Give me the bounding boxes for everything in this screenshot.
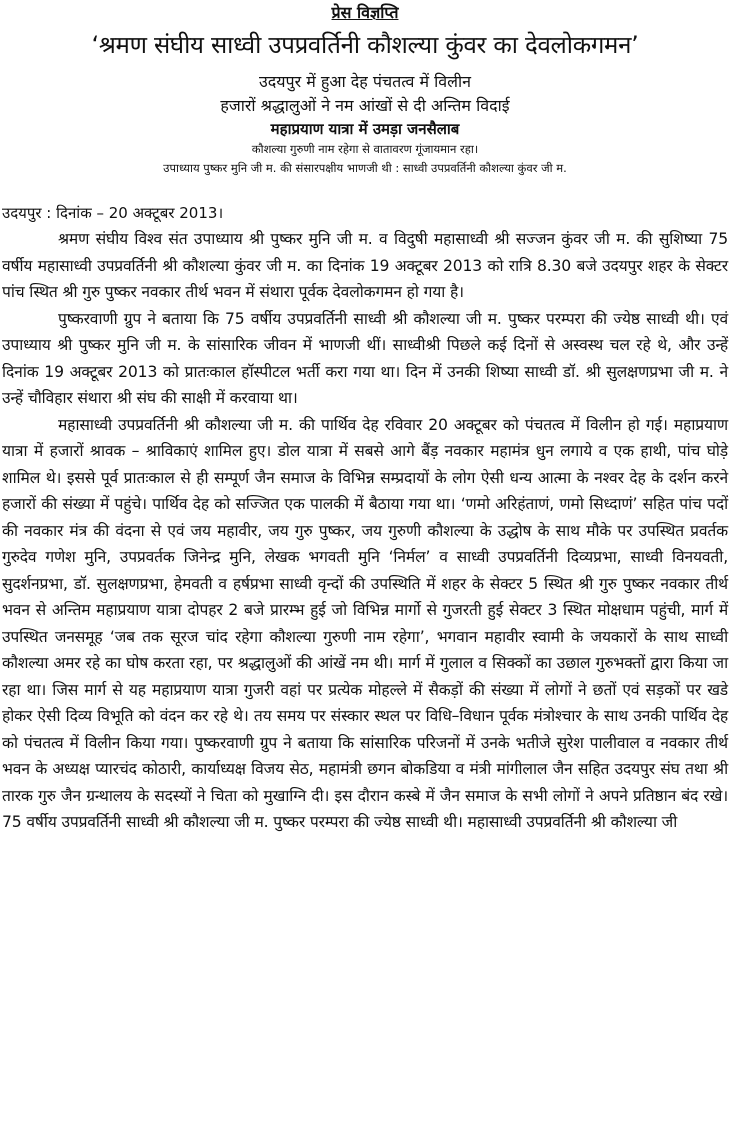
paragraph-3: महासाध्वी उपप्रवर्तिनी श्री कौशल्या जी म. की पार्थिव देह रविवार 20 अक्टूबर को पंचतत्व में विलीन हो गई। महाप्रयाण यात्रा में हजारों श्रावक – श्राविकाएं शामिल हुए। डोल यात्रा में सबसे आगे बैंड़ नवकार महामंत्र धुन लगाये व एक हाथी, पांच घोड़े शामिल थे। इससे पूर्व प्रातःकाल से ही सम्पूर्ण जैन समाज के विभिन्न सम्प्रदायों के लोग ऐसी धन्य आत्मा के नश्वर देह के दर्शन करने हजारों की संख्या में पहुंचे। पार्थिव देह को सज्जित एक पालकी में बैठाया गया था। ‘णमो अरिहंताणं, णमो सिध्दाणं’ सहित पांच पदों की नवकार मंत्र की वंदना से एवं जय महावीर, जय गुरु पुष्कर, जय गुरुणी कौशल्या के उद्धोष के साथ मौके पर उपस्थित प्रवर्तक गुरुदेव गणेश मुनि, उपप्रवर्तक जिनेन्द्र मुनि, लेखक भगवती मुनि ‘निर्मल’ व साध्वी उपप्रवर्तिनी दिव्यप्रभा, साध्वी विनयवती, सुदर्शनप्रभा, डॉ. सुलक्षणप्रभा, हेमवती व हर्षप्रभा साध्वी वृन्दों की उपस्थिति में शहर के सेक्टर 5 स्थित श्री गुरु पुष्कर नवकार तीर्थ भवन से अन्तिम महाप्रयाण यात्रा दोपहर 2 बजे प्रारम्भ हुई जो विभिन्न मार्गो से गुजरती हुई सेक्टर 3 स्थित मोक्षधाम पहुंची, मार्ग में उपस्थित जनसमूह ‘जब तक सूरज चांद रहेगा कौशल्या गुरुणी नाम रहेगा’, भगवान महावीर स्वामी के जयकारों के साथ साध्वी कौशल्या अमर रहे का घोष करता रहा, पर श्रद्धालुओं की आंखें नम थी। मार्ग में गुलाल व सिक्कों का उछाल गुरुभक्तों द्वारा किया जा रहा था। जिस मार्ग से यह महाप्रयाण यात्रा गुजरी वहां पर प्रत्येक मोहल्ले में सैकड़ों की संख्या में लोगों ने छतों एवं सड़कों पर खडे होकर ऐसी दिव्य विभूति को वंदन कर रहे थे। तय समय पर संस्कार स्थल पर विधि–विधान पूर्वक मंत्रोश्चार के साथ उनकी पार्थिव देह को पंचतत्व में विलीन किया गया। पुष्करवाणी ग्रुप ने बताया कि सांसारिक परिजनों में उनके भतीजे सुरेश पालीवाल व नवकार तीर्थ भवन के अध्यक्ष प्यारचंद कोठारी, कार्याध्यक्ष विजय सेठ, महामंत्री छगन बोकडिया व मंत्री मांगीलाल जैन सहित उदयपुर संघ तथा श्री तारक गुरु जैन ग्रन्थालय के सदस्यों ने चिता को मुखाग्नि दी। इस दौरान कस्बे में जैन समाज के सभी लोगों ने अपने प्रतिष्ठान बंद रखे। 75 वर्षीय उपप्रवर्तिनी साध्वी श्री कौशल्या जी म. पुष्कर परम्परा की ज्येष्ठ साध्वी थी। महासाध्वी उपप्रवर्तिनी श्री कौशल्या जी — [2, 415, 728, 831]
subheading-4: कौशल्या गुरुणी नाम रहेगा से वातावरण गूंजायमान रहा। — [251, 142, 479, 156]
dateline: उदयपुर : दिनांक – 20 अक्टूबर 2013। — [2, 204, 224, 222]
subheading-1: उदयपुर में हुआ देह पंचतत्व में विलीन — [258, 72, 472, 91]
subheading-5: उपाध्याय पुष्कर मुनि जी म. की संसारपक्षीय भाणजी थी : साध्वी उपप्रवर्तिनी कौशल्या कुंवर जी म. — [163, 161, 567, 175]
headline: ‘श्रमण संघीय साध्वी उपप्रवर्तिनी कौशल्या कुंवर का देवलोकगमन’ — [91, 31, 639, 59]
subheading-3: महाप्रयाण यात्रा में उमड़ा जनसैलाब — [270, 120, 460, 138]
paragraph-2: पुष्करवाणी ग्रुप ने बताया कि 75 वर्षीय उपप्रवर्तिनी साध्वी श्री कौशल्या जी म. पुष्कर परम्परा की ज्येष्ठ साध्वी थी। एवं उपाध्याय श्री पुष्कर मुनि जी म. के सांसारिक जीवन में भाणजी थीं। साध्वीश्री पिछले कई दिनों से अस्वस्थ चल रहे थे, और उन्हें दिनांक 19 अक्टूबर 2013 को प्रातःकाल हॉस्पीटल भर्ती करा गया था। दिन में उनकी शिष्या साध्वी डॉ. श्री सुलक्षणप्रभा जी म. ने उन्हें चौविहार संथारा श्री संघ की साक्षी में करवाया था। — [2, 309, 728, 407]
article-body — [0, 226, 730, 836]
paragraph-1: श्रमण संघीय विश्व संत उपाध्याय श्री पुष्कर मुनि जी म. व विदुषी महासाध्वी श्री सज्जन कुंवर जी म. की सुशिष्या 75 वर्षीय महासाध्वी उपप्रवर्तिनी श्री कौशल्या कुंवर जी म. का दिनांक 19 अक्टूबर 2013 को रात्रि 8.30 बजे उदयपुर शहर के सेक्टर पांच स्थित श्री गुरु पुष्कर नवकार तीर्थ भवन में संथारा पूर्वक देवलोकगमन हो गया है। — [2, 230, 728, 301]
press-release-label: प्रेस विज्ञप्ति — [331, 3, 399, 22]
subheading-2: हजारों श्रद्धालुओं ने नम आंखों से दी अन्तिम विदाई — [220, 96, 510, 115]
